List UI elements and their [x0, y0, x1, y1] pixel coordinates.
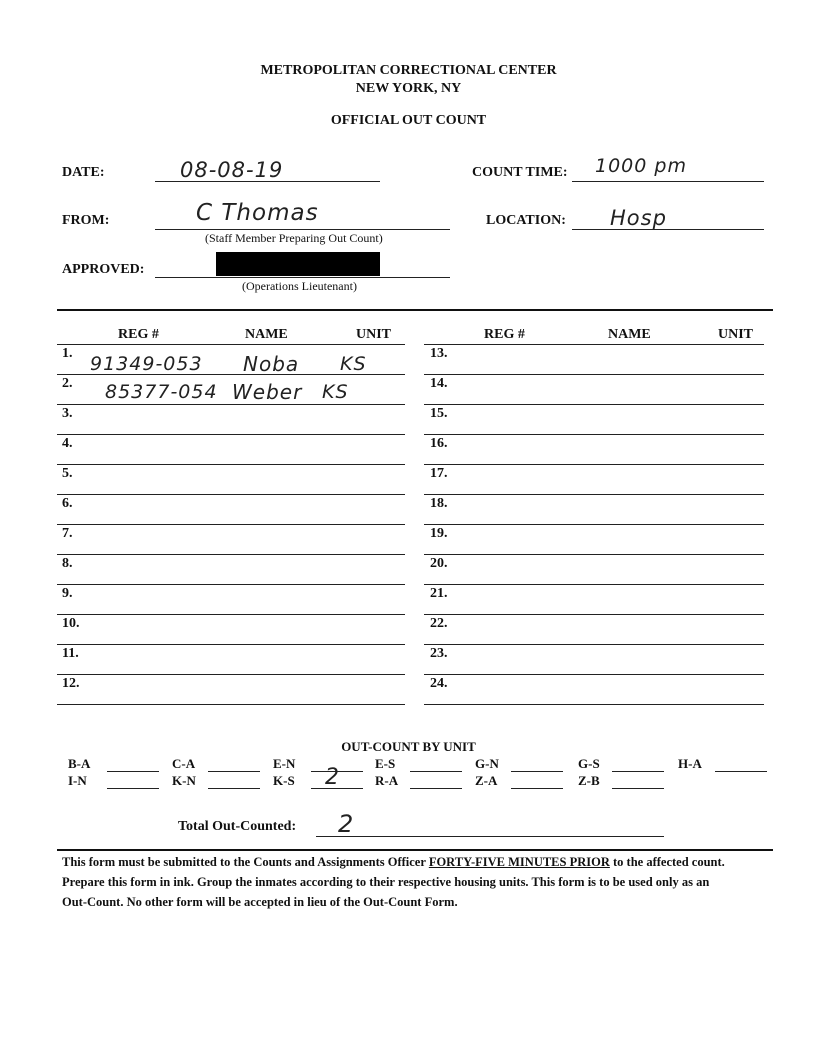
unit-field-k-n[interactable]	[208, 788, 260, 789]
date-value[interactable]: 08-08-19	[180, 158, 284, 182]
unit-label-c-a: C-A	[172, 756, 196, 771]
table-rule	[57, 584, 405, 585]
table-rule	[57, 464, 405, 465]
table-rule	[424, 374, 764, 375]
location-line	[572, 229, 764, 230]
right-header-unit: UNIT	[718, 327, 754, 342]
unit-field-g-s[interactable]	[612, 771, 664, 772]
table-rule	[57, 434, 405, 435]
count-time-value[interactable]: 1000 pm	[595, 155, 687, 177]
table-rule	[57, 554, 405, 555]
row-number: 18.	[430, 496, 448, 511]
row-number: 10.	[62, 616, 80, 631]
footer-line-2: Prepare this form in ink. Group the inmates according to their respective housing units. This form is to be used only as an	[62, 875, 710, 889]
reg-cell[interactable]: 85377-054	[105, 381, 218, 403]
table-rule	[424, 584, 764, 585]
total-value[interactable]: 2	[338, 810, 355, 838]
row-number: 1.	[62, 346, 73, 361]
row-number: 23.	[430, 646, 448, 661]
footer-line-3: Out-Count. No other form will be accepted in lieu of the Out-Count Form.	[62, 895, 458, 909]
unit-label-e-n: E-N	[273, 756, 296, 771]
from-line	[155, 229, 450, 230]
table-rule	[57, 614, 405, 615]
table-rule	[424, 524, 764, 525]
unit-label-k-s: K-S	[273, 773, 295, 788]
table-rule	[424, 404, 764, 405]
row-number: 2.	[62, 376, 73, 391]
name-cell[interactable]: Noba	[243, 352, 300, 376]
unit-field-r-a[interactable]	[410, 788, 462, 789]
table-rule	[57, 494, 405, 495]
row-number: 7.	[62, 526, 73, 541]
row-number: 24.	[430, 676, 448, 691]
total-label: Total Out-Counted:	[178, 819, 297, 834]
count-time-line	[572, 181, 764, 182]
institution-city: NEW YORK, NY	[355, 81, 462, 96]
left-header-reg: REG #	[118, 327, 159, 342]
table-rule	[57, 644, 405, 645]
row-number: 5.	[62, 466, 73, 481]
section-divider	[57, 309, 773, 311]
footer-deadline-emphasis: FORTY-FIVE MINUTES PRIOR	[428, 855, 610, 869]
row-number: 6.	[62, 496, 73, 511]
unit-field-e-s[interactable]	[410, 771, 462, 772]
unit-label-h-a: H-A	[678, 756, 702, 771]
unit-cell[interactable]: KS	[340, 353, 367, 375]
from-label: FROM:	[62, 213, 110, 228]
unit-field-z-a[interactable]	[511, 788, 563, 789]
unit-label-k-n: K-N	[172, 773, 196, 788]
row-number: 21.	[430, 586, 448, 601]
row-number: 19.	[430, 526, 448, 541]
row-number: 14.	[430, 376, 448, 391]
table-rule	[424, 434, 764, 435]
unit-field-h-a[interactable]	[715, 771, 767, 772]
row-number: 22.	[430, 616, 448, 631]
row-number: 8.	[62, 556, 73, 571]
footer-line-1	[62, 852, 772, 872]
footer-line-1-post: to the affected count.	[609, 855, 725, 869]
table-rule	[424, 554, 764, 555]
row-number: 9.	[62, 586, 73, 601]
table-rule	[424, 644, 764, 645]
table-rule	[424, 344, 764, 345]
institution-name: METROPOLITAN CORRECTIONAL CENTER	[260, 63, 557, 78]
table-rule	[424, 464, 764, 465]
table-rule	[57, 524, 405, 525]
row-number: 15.	[430, 406, 448, 421]
unit-label-b-a: B-A	[68, 756, 91, 771]
unit-label-r-a: R-A	[375, 773, 399, 788]
unit-field-i-n[interactable]	[107, 788, 159, 789]
footer-line-1-pre: This form must be submitted to the Counts and Assignments Officer	[62, 855, 429, 869]
location-value[interactable]: Hosp	[610, 206, 667, 230]
table-rule	[424, 674, 764, 675]
unit-field-c-a[interactable]	[208, 771, 260, 772]
table-rule	[424, 704, 764, 705]
from-caption: (Staff Member Preparing Out Count)	[205, 231, 383, 245]
row-number: 3.	[62, 406, 73, 421]
outcount-title: OUT-COUNT BY UNIT	[341, 739, 476, 754]
unit-cell[interactable]: KS	[322, 381, 349, 403]
row-number: 13.	[430, 346, 448, 361]
row-number: 12.	[62, 676, 80, 691]
row-number: 4.	[62, 436, 73, 451]
left-header-unit: UNIT	[356, 327, 392, 342]
table-rule	[424, 614, 764, 615]
footer-notice	[62, 852, 772, 912]
redaction-bar	[216, 252, 380, 276]
count-time-label: COUNT TIME:	[472, 165, 568, 180]
row-number: 17.	[430, 466, 448, 481]
unit-field-k-s[interactable]	[311, 788, 363, 789]
unit-field-b-a[interactable]	[107, 771, 159, 772]
unit-value-k-s[interactable]: 2	[325, 765, 340, 790]
location-label: LOCATION:	[486, 213, 566, 228]
date-label: DATE:	[62, 165, 105, 180]
approved-label: APPROVED:	[62, 262, 145, 277]
right-header-name: NAME	[608, 327, 651, 342]
table-rule	[57, 674, 405, 675]
unit-label-z-b: Z-B	[578, 773, 600, 788]
unit-field-z-b[interactable]	[612, 788, 664, 789]
table-rule	[57, 374, 405, 375]
table-rule	[57, 404, 405, 405]
footer-divider	[57, 849, 773, 851]
name-cell[interactable]: Weber	[232, 380, 303, 404]
table-rule	[57, 704, 405, 705]
table-rule	[57, 344, 405, 345]
unit-label-g-n: G-N	[475, 756, 499, 771]
row-number: 16.	[430, 436, 448, 451]
unit-label-z-a: Z-A	[475, 773, 498, 788]
unit-field-g-n[interactable]	[511, 771, 563, 772]
row-number: 11.	[62, 646, 79, 661]
total-line	[316, 836, 664, 837]
reg-cell[interactable]: 91349-053	[90, 353, 203, 375]
unit-label-g-s: G-S	[578, 756, 600, 771]
from-signature[interactable]: C Thomas	[196, 200, 319, 226]
table-rule	[424, 494, 764, 495]
row-number: 20.	[430, 556, 448, 571]
unit-label-i-n: I-N	[68, 773, 87, 788]
right-header-reg: REG #	[484, 327, 525, 342]
approved-line	[155, 277, 450, 278]
unit-label-e-s: E-S	[375, 756, 396, 771]
form-title: OFFICIAL OUT COUNT	[330, 113, 487, 128]
left-header-name: NAME	[245, 327, 288, 342]
date-line	[155, 181, 380, 182]
approved-caption: (Operations Lieutenant)	[242, 279, 357, 293]
